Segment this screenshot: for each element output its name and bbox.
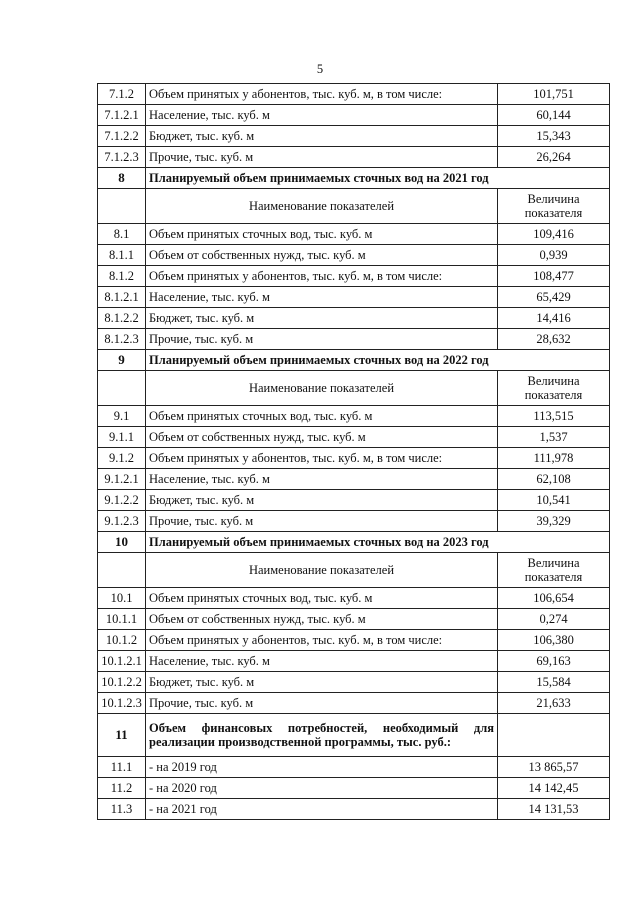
header-value: Величина показателя xyxy=(498,189,610,224)
indicator-value: 14 131,53 xyxy=(498,799,610,820)
finance-section-row xyxy=(98,714,610,757)
section-number: 10 xyxy=(98,532,146,553)
indicator-value: 39,329 xyxy=(498,511,610,532)
indicator-name: Население, тыс. куб. м xyxy=(146,469,498,490)
table-row xyxy=(98,799,610,820)
indicator-name: - на 2021 год xyxy=(146,799,498,820)
indicator-value: 15,343 xyxy=(498,126,610,147)
indicator-value: 14,416 xyxy=(498,308,610,329)
indicator-value: 109,416 xyxy=(498,224,610,245)
indicator-name: Бюджет, тыс. куб. м xyxy=(146,308,498,329)
indicator-value: 106,380 xyxy=(498,630,610,651)
section-row xyxy=(98,350,610,371)
row-number: 8.1 xyxy=(98,224,146,245)
indicator-name: Бюджет, тыс. куб. м xyxy=(146,490,498,511)
header-name: Наименование показателей xyxy=(146,553,498,588)
indicator-name: Бюджет, тыс. куб. м xyxy=(146,672,498,693)
indicator-value: 28,632 xyxy=(498,329,610,350)
row-number: 7.1.2 xyxy=(98,84,146,105)
indicator-name: Население, тыс. куб. м xyxy=(146,105,498,126)
section-title: Объем финансовых потребностей, необходимый для реализации производственной программы, тыс. руб.: xyxy=(146,714,498,757)
indicator-value: 69,163 xyxy=(498,651,610,672)
row-number: 11.1 xyxy=(98,757,146,778)
table-row xyxy=(98,448,610,469)
row-number: 9.1.2 xyxy=(98,448,146,469)
indicator-value: 0,274 xyxy=(498,609,610,630)
table-row xyxy=(98,693,610,714)
section-number: 11 xyxy=(98,714,146,757)
table-row xyxy=(98,651,610,672)
row-number: 7.1.2.2 xyxy=(98,126,146,147)
section-title: Планируемый объем принимаемых сточных вод на 2022 год xyxy=(146,350,610,371)
indicator-value: 14 142,45 xyxy=(498,778,610,799)
row-number: 7.1.2.3 xyxy=(98,147,146,168)
indicators-table xyxy=(97,83,610,820)
row-number: 8.1.2.2 xyxy=(98,308,146,329)
header-name: Наименование показателей xyxy=(146,189,498,224)
page-number: 5 xyxy=(316,62,324,76)
indicator-name: Население, тыс. куб. м xyxy=(146,651,498,672)
section-number: 9 xyxy=(98,350,146,371)
indicator-name: Прочие, тыс. куб. м xyxy=(146,329,498,350)
indicator-name: Прочие, тыс. куб. м xyxy=(146,147,498,168)
indicator-value: 0,939 xyxy=(498,245,610,266)
table-row xyxy=(98,630,610,651)
indicator-value: 13 865,57 xyxy=(498,757,610,778)
indicator-value: 21,633 xyxy=(498,693,610,714)
table-row xyxy=(98,147,610,168)
section-number: 8 xyxy=(98,168,146,189)
table-row xyxy=(98,406,610,427)
table-row xyxy=(98,609,610,630)
column-header-row xyxy=(98,553,610,588)
row-number: 10.1 xyxy=(98,588,146,609)
table-row xyxy=(98,287,610,308)
header-value: Величина показателя xyxy=(498,553,610,588)
indicator-name: Прочие, тыс. куб. м xyxy=(146,693,498,714)
indicator-value: 1,537 xyxy=(498,427,610,448)
indicator-value: 62,108 xyxy=(498,469,610,490)
indicator-name: Население, тыс. куб. м xyxy=(146,287,498,308)
row-number: 9.1.2.2 xyxy=(98,490,146,511)
header-empty-cell xyxy=(98,553,146,588)
indicator-value: 60,144 xyxy=(498,105,610,126)
section-row xyxy=(98,168,610,189)
table-row xyxy=(98,245,610,266)
column-header-row xyxy=(98,371,610,406)
header-value: Величина показателя xyxy=(498,371,610,406)
table-row xyxy=(98,126,610,147)
row-number: 9.1.1 xyxy=(98,427,146,448)
indicator-name: Объем от собственных нужд, тыс. куб. м xyxy=(146,609,498,630)
indicator-value: 101,751 xyxy=(498,84,610,105)
indicator-value: 26,264 xyxy=(498,147,610,168)
row-number: 11.2 xyxy=(98,778,146,799)
indicator-name: - на 2020 год xyxy=(146,778,498,799)
table-row xyxy=(98,329,610,350)
table-row xyxy=(98,672,610,693)
row-number: 8.1.2.3 xyxy=(98,329,146,350)
indicator-name: Объем от собственных нужд, тыс. куб. м xyxy=(146,245,498,266)
indicator-name: Объем принятых у абонентов, тыс. куб. м, в том числе: xyxy=(146,448,498,469)
header-empty-cell xyxy=(98,189,146,224)
section-row xyxy=(98,532,610,553)
table-row xyxy=(98,757,610,778)
indicator-name: Объем принятых сточных вод, тыс. куб. м xyxy=(146,224,498,245)
table-row xyxy=(98,490,610,511)
indicator-name: Объем принятых сточных вод, тыс. куб. м xyxy=(146,406,498,427)
row-number: 8.1.2 xyxy=(98,266,146,287)
table-row xyxy=(98,588,610,609)
indicator-value: 111,978 xyxy=(498,448,610,469)
row-number: 11.3 xyxy=(98,799,146,820)
indicator-name: Объем принятых у абонентов, тыс. куб. м, в том числе: xyxy=(146,84,498,105)
indicator-value: 10,541 xyxy=(498,490,610,511)
indicator-value: 65,429 xyxy=(498,287,610,308)
indicator-name: Объем принятых у абонентов, тыс. куб. м, в том числе: xyxy=(146,630,498,651)
table-row xyxy=(98,266,610,287)
indicators-table-body xyxy=(98,84,610,820)
table-row xyxy=(98,308,610,329)
row-number: 7.1.2.1 xyxy=(98,105,146,126)
indicator-value: 113,515 xyxy=(498,406,610,427)
indicator-name: Прочие, тыс. куб. м xyxy=(146,511,498,532)
table-row xyxy=(98,427,610,448)
finance-empty-cell xyxy=(498,714,610,757)
column-header-row xyxy=(98,189,610,224)
indicator-value: 106,654 xyxy=(498,588,610,609)
header-name: Наименование показателей xyxy=(146,371,498,406)
row-number: 10.1.2 xyxy=(98,630,146,651)
indicator-name: Объем от собственных нужд, тыс. куб. м xyxy=(146,427,498,448)
section-title: Планируемый объем принимаемых сточных вод на 2021 год xyxy=(146,168,610,189)
indicator-value: 15,584 xyxy=(498,672,610,693)
row-number: 10.1.2.2 xyxy=(98,672,146,693)
row-number: 8.1.1 xyxy=(98,245,146,266)
row-number: 9.1.2.3 xyxy=(98,511,146,532)
table-row xyxy=(98,84,610,105)
header-empty-cell xyxy=(98,371,146,406)
table-row xyxy=(98,511,610,532)
table-row xyxy=(98,778,610,799)
section-title: Планируемый объем принимаемых сточных вод на 2023 год xyxy=(146,532,610,553)
indicator-name: - на 2019 год xyxy=(146,757,498,778)
row-number: 9.1.2.1 xyxy=(98,469,146,490)
table-row xyxy=(98,105,610,126)
row-number: 8.1.2.1 xyxy=(98,287,146,308)
indicator-name: Бюджет, тыс. куб. м xyxy=(146,126,498,147)
table-row xyxy=(98,224,610,245)
row-number: 9.1 xyxy=(98,406,146,427)
table-row xyxy=(98,469,610,490)
indicator-name: Объем принятых сточных вод, тыс. куб. м xyxy=(146,588,498,609)
row-number: 10.1.2.3 xyxy=(98,693,146,714)
row-number: 10.1.2.1 xyxy=(98,651,146,672)
indicator-value: 108,477 xyxy=(498,266,610,287)
row-number: 10.1.1 xyxy=(98,609,146,630)
indicator-name: Объем принятых у абонентов, тыс. куб. м, в том числе: xyxy=(146,266,498,287)
